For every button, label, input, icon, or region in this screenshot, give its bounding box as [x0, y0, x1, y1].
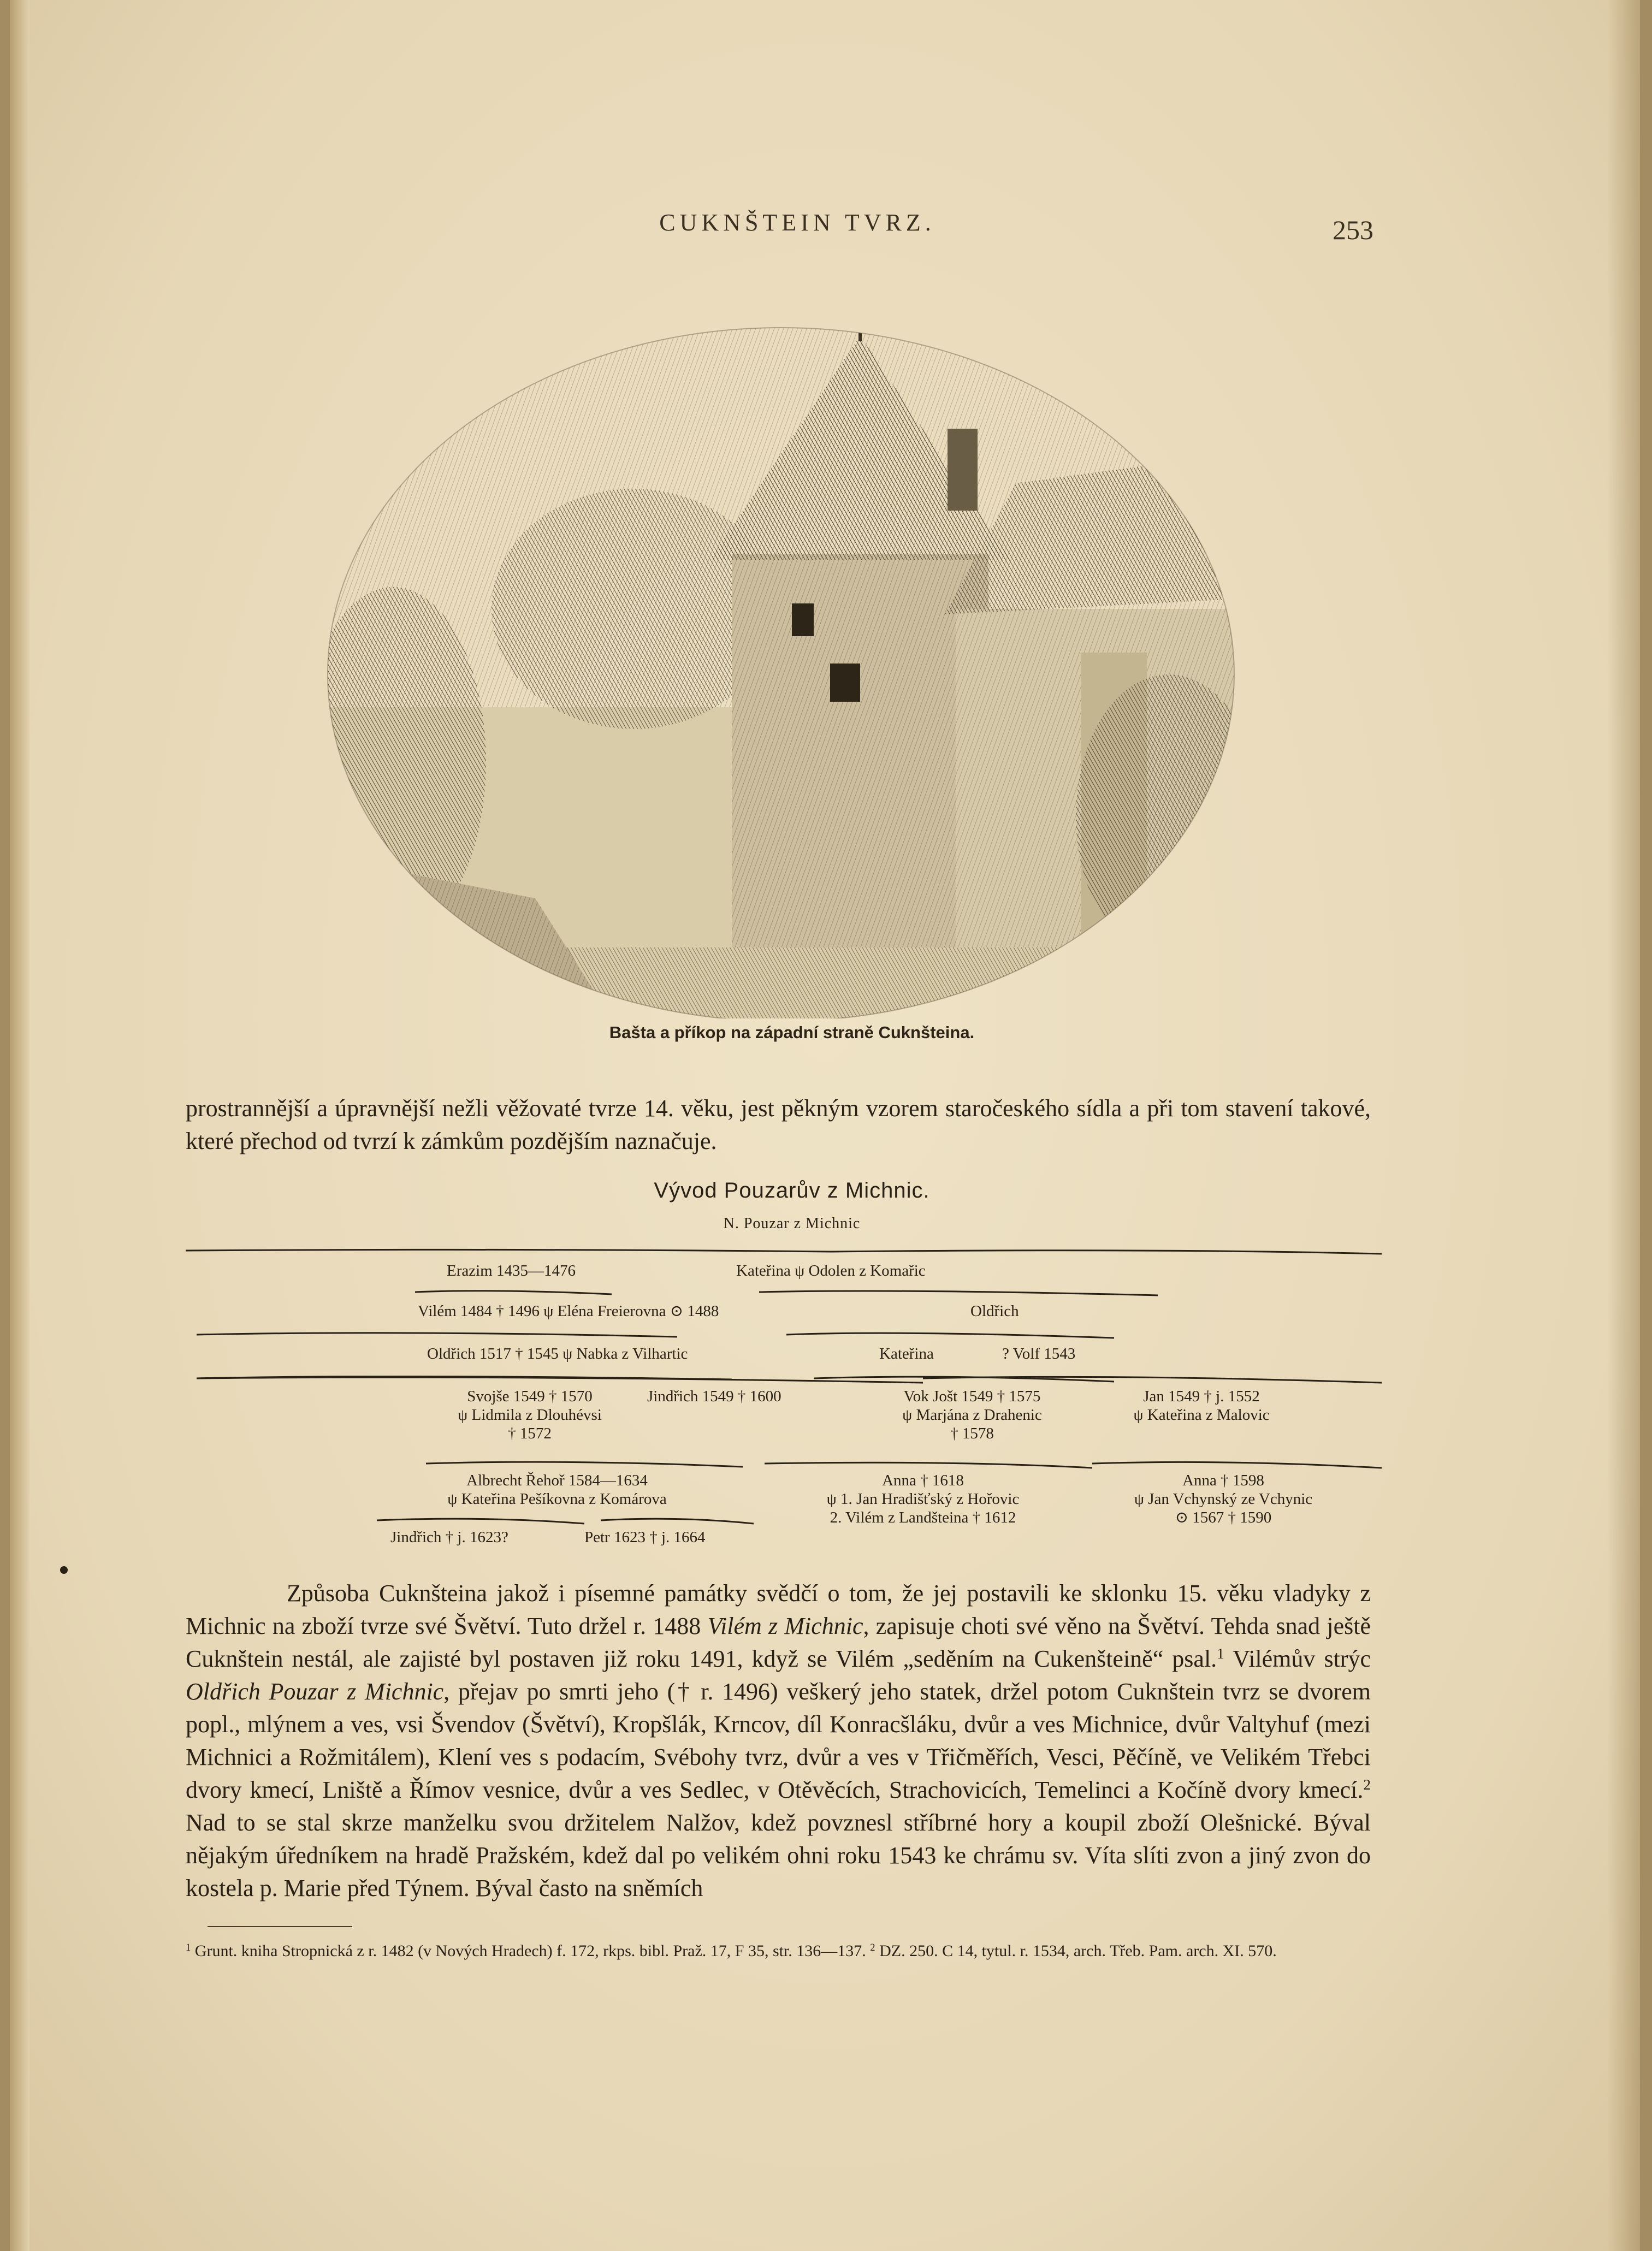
genealogy-tree — [186, 1234, 1398, 1562]
node-erazim: Erazim 1435—1476 — [447, 1262, 576, 1279]
node-jindrich-gen6: Jindřich † j. 1623? — [390, 1529, 508, 1546]
node-vok-jost: Vok Jošt 1549 † 1575 ψ Marjána z Drahenic † 1578 — [902, 1388, 1042, 1442]
page-edge-shadow — [1607, 0, 1640, 2251]
node-jindrich-gen4: Jindřich 1549 † 1600 — [647, 1388, 781, 1405]
node-svojse: Svojše 1549 † 1570 ψ Lidmila z Dlouhévsi † 1572 — [458, 1388, 602, 1442]
figure-caption: Bašta a příkop na západní straně Cuknšteina. — [609, 1023, 975, 1042]
node-vilem: Vilém 1484 † 1496 ψ Eléna Freierovna ⊙ 1488 — [418, 1302, 719, 1320]
running-head: CUKNŠTEIN TVRZ. — [659, 209, 935, 236]
node-katerina-odolen: Kateřina ψ Odolen z Komařic — [736, 1262, 926, 1279]
footnotes: $^1$ Grunt. kniha Stropnická z r. 1482 (v Nových Hradech) f. 172, rkps. bibl. Praž. 17, F 35, str. 136—137. $^2$ DZ. 250. C 14, tytul. r. 1534, arch. Třeb. Pam. arch. XI. 570. — [186, 1941, 1277, 1960]
node-oldrich-gen2: Oldřich — [970, 1302, 1019, 1320]
node-anna-1618: Anna † 1618 ψ 1. Jan Hradišťský z Hořovic 2. Vilém z Landšteina † 1612 — [826, 1472, 1020, 1526]
engraving-illustration — [306, 325, 1256, 1018]
page-gutter — [10, 0, 29, 2251]
footnote-ref-1[interactable]: 1 — [1217, 1645, 1224, 1662]
page-number: 253 — [1333, 215, 1373, 245]
node-katerina-gen3: Kateřina — [879, 1345, 934, 1363]
footnote-ref-2[interactable]: 2 — [1363, 1776, 1371, 1793]
footnote-divider — [208, 1926, 352, 1927]
genealogy-root: N. Pouzar z Michnic — [723, 1215, 861, 1232]
node-volf: ? Volf 1543 — [1002, 1345, 1076, 1363]
node-anna-1598: Anna † 1598 ψ Jan Vchynský ze Vchynic ⊙ 1567 † 1590 — [1134, 1472, 1313, 1526]
node-jan: Jan 1549 † j. 1552 ψ Kateřina z Malovic — [1133, 1388, 1270, 1424]
paragraph-main: Způsoba Cuknšteina jakož i písemné památky svědčí o tom, že jej postavili ke sklonku 15. věku vladyky z Michnic na zboží tvrze své Švětví. Tuto držel r. 1488 Vilém z Michnic, zapisuje choti své věno na Švětví. Tehda snad ještě Cuknštein nestál, ale zajisté byl postaven již roku 1491, když se Vilém „seděním na Cukenšteině“ psal.$^1$ Vilémův strýc Oldřich Pouzar z Michnic, přejav po smrti jeho († r. 1496) veškerý jeho statek, držel potom Cuknštein tvrz se dvorem popl., mlýnem a ves, vsi Švendov (Švětví), Kropšlák, Krncov, díl Konracšláku, dvůr a ves Michnice, dvůr Valtyhuf (mezi Michnici a Rožmitálem), Klení ves s podacím, Svébohy tvrz, dvůr a ves v Třičměřích, Vesci, Pěčíně, ve Velikém Třebci dvory kmecí, Lniště a Římov vesnice, dvůr a ves Sedlec, v Otěvěcích, Strachovicích, Temelinci a Kočíně dvory kmecí.$^2$ Nad to se stal skrze manželku svou držitelem Nalžov, kdež povznesl stříbrné hory a koupil zboží Olešnické. Býval nějakým úředníkem na hradě Pražském, kdež dal po velikém ohni roku 1543 ke chrámu sv. Víta slíti zvon a jiný zvon do kostela p. Marie před Týnem. Býval často na sněmích — [186, 1580, 1371, 1901]
genealogy-title: Vývod Pouzarův z Michnic. — [654, 1178, 930, 1202]
node-albrecht: Albrecht Řehoř 1584—1634 ψ Kateřina Pešíkovna z Komárova — [447, 1472, 667, 1508]
margin-dot — [60, 1566, 68, 1574]
node-oldrich-gen3: Oldřich 1517 † 1545 ψ Nabka z Vilhartic — [427, 1345, 688, 1363]
node-petr: Petr 1623 † j. 1664 — [584, 1529, 706, 1546]
paragraph-intro: prostrannější a úpravnější nežli věžovaté tvrze 14. věku, jest pěkným vzorem staročeského sídla a při tom stavení takové, které přechod od tvrzí k zámkům pozdějším naznačuje. — [186, 1095, 1371, 1154]
